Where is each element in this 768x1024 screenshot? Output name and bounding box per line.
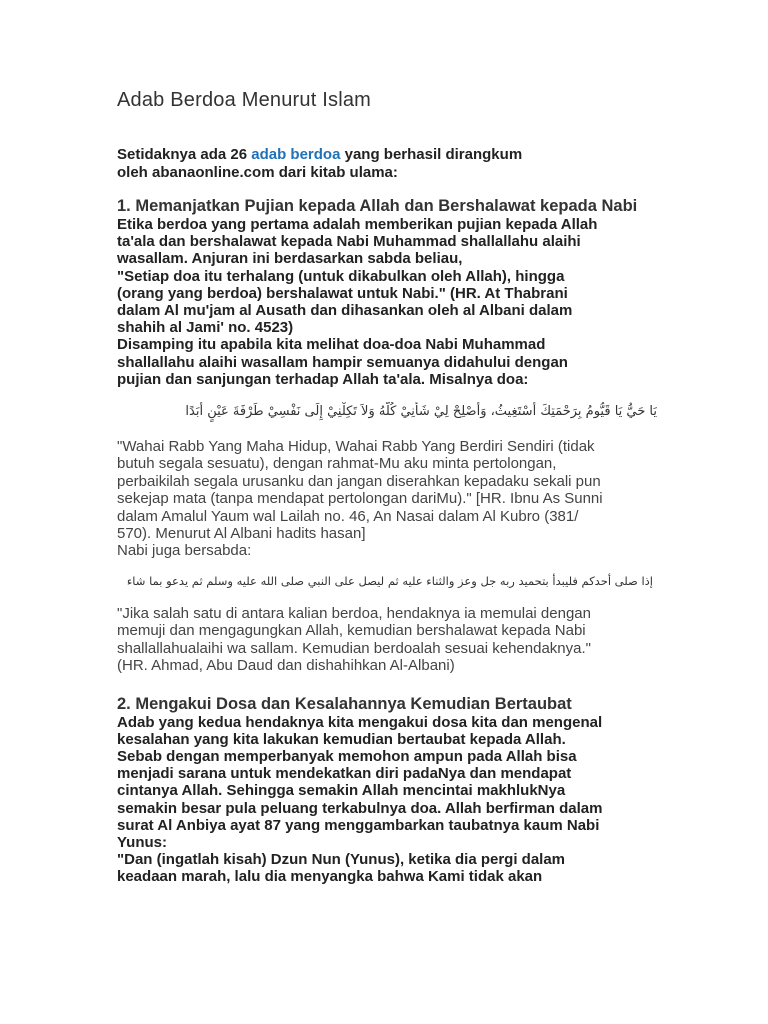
section-2-body: Adab yang kedua hendaknya kita mengakui dosa kita dan mengenal kesalahan yang kita lakukan kemudian bertaubat kepada Allah. Sebab dengan memperbanyak memohon ampun pada Allah bisa menjadi sarana untuk mendekatkan diri padaNya dan mendapat cintanya Allah. Sehingga semakin Allah mencintai makhlukNya semakin besar pula peluang terkabulnya doa. Allah berfirman dalam surat Al Anbiya ayat 87 yang menggambarkan taubatnya kaum Nabi Yunus: "Dan (ingatlah kisah) Dzun Nun (Yunus), ketika dia pergi dalam keadaan marah, lalu dia menyangka bahwa Kami tidak akan xyxy=(117,713,603,886)
adab-berdoa-link[interactable]: adab berdoa xyxy=(251,146,341,163)
page-title: Adab Berdoa Menurut Islam xyxy=(117,89,372,111)
section-2-heading: 2. Mengakui Dosa dan Kesalahannya Kemudian Bertaubat xyxy=(117,694,572,713)
section-1-arabic-dua: يَا حَيُّ يَا قَيُّومُ بِرَحْمَتِكَ أَسْتَغِيثُ، وَأَصْلِحْ لِيْ شَأْنِيْ كُلَّهُ وَلاَ تَكِلْنِيْ إِلَى نَفْسِيْ طَرْفَةَ عَيْنٍ أَبَدًا xyxy=(185,404,657,420)
document-page xyxy=(117,88,657,886)
section-1-translation: "Wahai Rabb Yang Maha Hidup, Wahai Rabb Yang Berdiri Sendiri (tidak butuh segala sesuatu), dengan rahmat-Mu aku minta pertolongan, perbaikilah segala urusanku dan jangan diserahkan kepadaku sekali pun sekejap mata (tanpa mendapat pertolongan dariMu)." [HR. Ibnu As Sunni dalam Amalul Yaum wal Lailah no. 46, An Nasai dalam Al Kubro (381/ 570). Menurut Al Albani hadits hasan] Nabi juga bersabda: xyxy=(117,438,603,560)
section-1-body: Etika berdoa yang pertama adalah memberikan pujian kepada Allah ta'ala dan bershalawat kepada Nabi Muhammad shallallahu alaihi wasallam. Anjuran ini berdasarkan sabda beliau, "Setiap doa itu terhalang (untuk dikabulkan oleh Allah), hingga (orang yang berdoa) bershalawat untuk Nabi." (HR. At Thabrani dalam Al mu'jam al Ausath dan dihasankan oleh al Albani dalam shahih al Jami' no. 4523) Disamping itu apabila kita melihat doa-doa Nabi Muhammad shallallahu alaihi wasallam hampir semuanya didahului dengan pujian dan sanjungan terhadap Allah ta'ala. Misalnya doa: xyxy=(117,216,598,388)
section-1-hadith-translation: "Jika salah satu di antara kalian berdoa, hendaknya ia memulai dengan memuji dan mengagungkan Allah, kemudian bershalawat kepada Nabi shallallahualaihi wa sallam. Kemudian berdoalah sesuai kehendaknya." (HR. Ahmad, Abu Daud dan dishahihkan Al-Albani) xyxy=(117,604,591,675)
section-1-arabic-hadith: إذا صلى أحدكم فليبدأ بتحميد ربه جل وعز والثناء عليه ثم ليصل على النبي صلى الله عليه وسلم ثم يدعو بما شاء xyxy=(126,573,653,588)
section-1-heading: 1. Memanjatkan Pujian kepada Allah dan Bershalawat kepada Nabi xyxy=(117,197,638,215)
intro-paragraph xyxy=(117,146,653,181)
intro-text-after: yang berhasil dirangkum oleh abanaonline.com dari kitab ulama: xyxy=(117,146,523,181)
intro-text-before: Setidaknya ada 26 xyxy=(117,146,252,163)
